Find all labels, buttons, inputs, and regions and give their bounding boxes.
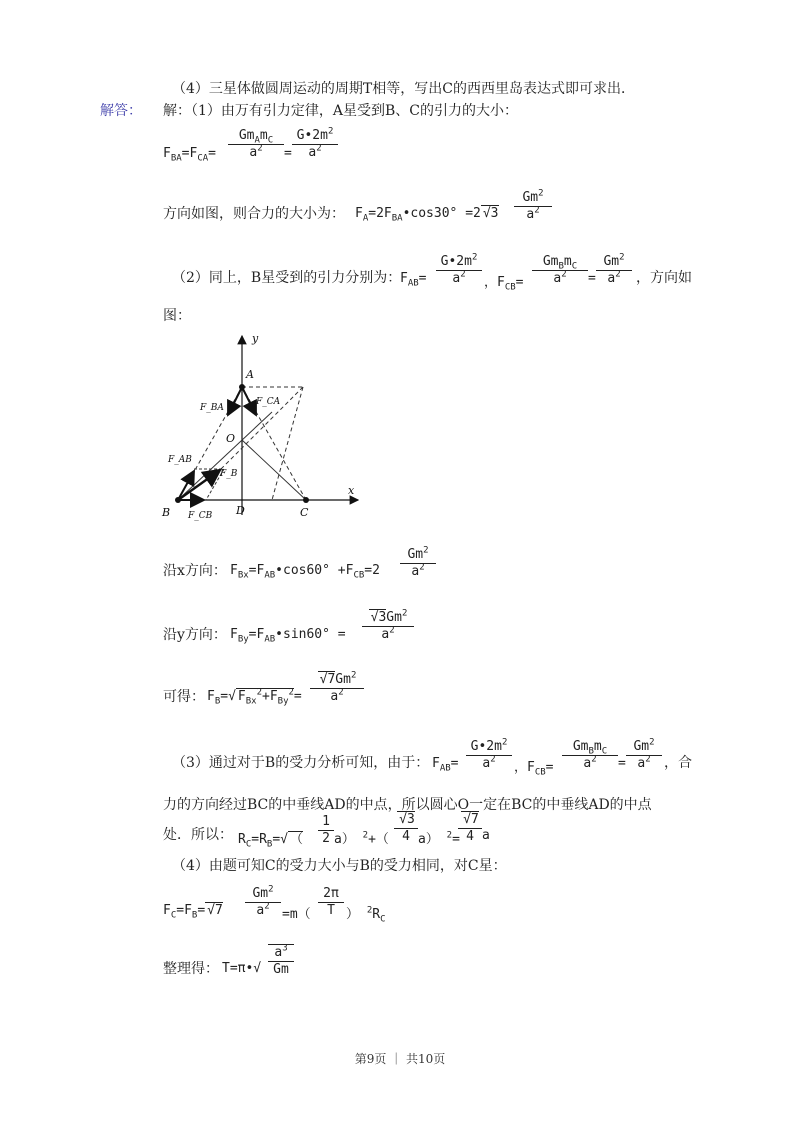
label-b: B: [162, 506, 171, 519]
label-o: O: [226, 432, 236, 445]
arrow-fb: [178, 470, 220, 500]
point-c: [303, 497, 309, 503]
x-direction-label: 沿x方向：: [163, 563, 227, 579]
part4-final-label: 整理得：: [163, 961, 219, 977]
label-a: A: [246, 368, 254, 381]
part3-intro: （3）通过对于B的受力分析可知，由于：: [172, 755, 430, 771]
part4-intro: （4）由题可知C的受力大小与B的受力相同，对C星：: [172, 858, 507, 874]
part2-end: ，方向如: [636, 270, 692, 286]
part1-direction: 方向如图，则合力的大小为：: [163, 206, 345, 222]
result-label: 可得：: [163, 689, 205, 705]
label-d: D: [236, 504, 245, 517]
arrow-fca: [242, 387, 256, 415]
label-x: x: [348, 484, 355, 497]
answer-label: 解答：: [100, 103, 142, 119]
line-bo: [178, 412, 272, 500]
y-direction-label: 沿y方向：: [163, 627, 227, 643]
force-diagram: [160, 330, 380, 530]
label-y: y: [252, 332, 259, 345]
label-fb: F_B: [220, 469, 238, 479]
part3-end: ，合: [664, 755, 692, 771]
part2-fig: 图：: [163, 308, 191, 324]
label-fab: F_AB: [168, 455, 192, 465]
point-a: [239, 384, 245, 390]
label-fca: F_CA: [256, 397, 281, 407]
part2-intro: （2）同上，B星受到的引力分别为：: [172, 270, 402, 286]
label-c: C: [300, 506, 309, 519]
hint-line-4: （4）三星体做圆周运动的周期T相等，写出C的西西里岛表达式即可求出．: [172, 81, 635, 97]
part1-intro: 解：（1）由万有引力定律，A星受到B、C的引力的大小：: [163, 103, 519, 119]
part3-line3: 处．所以：: [163, 827, 233, 843]
label-fba: F_BA: [200, 403, 224, 413]
point-b: [175, 497, 181, 503]
part3-line2: 力的方向经过BC的中垂线AD的中点，所以圆心O一定在BC的中垂线AD的中点: [163, 797, 652, 813]
label-fcb: F_CB: [188, 511, 213, 521]
arrow-fba: [228, 387, 242, 415]
page-footer: 第9页 ｜ 共10页: [354, 1052, 446, 1066]
